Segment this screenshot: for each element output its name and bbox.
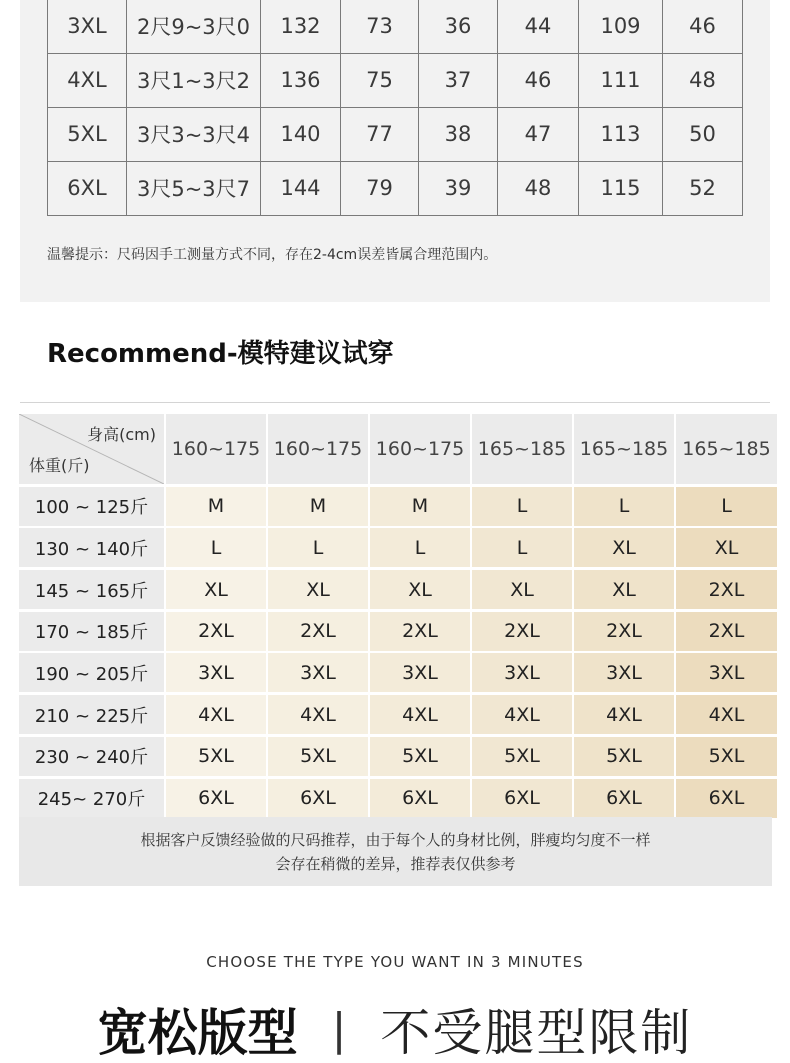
height-range-header: 165~185 <box>574 414 674 484</box>
weight-range-label: 245~ 270斤 <box>19 779 164 818</box>
recommended-size-cell: 3XL <box>574 653 674 692</box>
recommended-size-cell: 2XL <box>472 612 572 651</box>
recommended-size-cell: 5XL <box>472 737 572 776</box>
recommend-note <box>19 817 772 886</box>
size-value-cell: 39 <box>419 161 498 215</box>
weight-range-label: 145 ~ 165斤 <box>19 570 164 609</box>
recommended-size-cell: 5XL <box>370 737 470 776</box>
size-value-cell: 48 <box>498 161 579 215</box>
recommended-size-cell: 6XL <box>472 779 572 818</box>
size-value-cell: 52 <box>663 161 743 215</box>
section-divider <box>20 402 770 403</box>
size-value-cell: 132 <box>261 0 341 53</box>
recommended-size-cell: 5XL <box>166 737 266 776</box>
banner-bold-text: 宽松版型 <box>97 1004 298 1062</box>
size-value-cell: 46 <box>663 0 743 53</box>
recommended-size-cell: XL <box>268 570 368 609</box>
size-value-cell: 115 <box>579 161 663 215</box>
height-range-header: 160~175 <box>370 414 470 484</box>
recommended-size-cell: 6XL <box>370 779 470 818</box>
height-range-header: 165~185 <box>676 414 777 484</box>
recommended-size-cell: 5XL <box>676 737 777 776</box>
size-value-cell: 77 <box>341 107 419 161</box>
recommended-size-cell: M <box>268 487 368 526</box>
size-value-cell: 47 <box>498 107 579 161</box>
recommended-size-cell: L <box>472 528 572 567</box>
size-value-cell: 111 <box>579 53 663 107</box>
size-label-cell: 5XL <box>48 107 127 161</box>
height-range-header: 165~185 <box>472 414 572 484</box>
size-value-cell: 48 <box>663 53 743 107</box>
recommended-size-cell: 2XL <box>574 612 674 651</box>
banner-light-text: 不受腿型限制 <box>380 1004 693 1062</box>
recommended-size-cell: 4XL <box>472 695 572 734</box>
recommended-size-cell: 4XL <box>166 695 266 734</box>
banner-separator: | <box>331 1003 347 1055</box>
recommended-size-cell: 3XL <box>676 653 777 692</box>
height-range-header: 160~175 <box>166 414 266 484</box>
height-range-header: 160~175 <box>268 414 368 484</box>
recommend-note-line-1: 根据客户反馈经验做的尺码推荐，由于每个人的身材比例，胖瘦均匀度不一样 <box>140 830 651 849</box>
recommended-size-cell: L <box>574 487 674 526</box>
size-value-cell: 73 <box>341 0 419 53</box>
recommended-size-cell: XL <box>472 570 572 609</box>
size-value-cell: 37 <box>419 53 498 107</box>
size-row <box>48 53 743 107</box>
recommend-table <box>19 414 772 818</box>
recommended-size-cell: 2XL <box>676 612 777 651</box>
size-value-cell: 144 <box>261 161 341 215</box>
size-value-cell: 79 <box>341 161 419 215</box>
recommended-size-cell: 4XL <box>370 695 470 734</box>
size-tolerance-note: 温馨提示：尺码因手工测量方式不同，存在2-4cm误差皆属合理范围内。 <box>47 247 498 263</box>
recommended-size-cell: 3XL <box>472 653 572 692</box>
recommended-size-cell: 6XL <box>676 779 777 818</box>
weight-range-label: 130 ~ 140斤 <box>19 528 164 567</box>
recommended-size-cell: 3XL <box>166 653 266 692</box>
recommend-note-line-2: 会存在稍微的差异，推荐表仅供参考 <box>275 854 516 873</box>
size-value-cell: 38 <box>419 107 498 161</box>
size-value-cell: 2尺9~3尺0 <box>127 0 261 53</box>
recommended-size-cell: 6XL <box>268 779 368 818</box>
size-row <box>48 161 743 215</box>
size-chart-section <box>20 0 770 302</box>
recommended-size-cell: XL <box>574 570 674 609</box>
recommended-size-cell: L <box>676 487 777 526</box>
weight-range-label: 170 ~ 185斤 <box>19 612 164 651</box>
recommended-size-cell: XL <box>166 570 266 609</box>
recommended-size-cell: 4XL <box>676 695 777 734</box>
recommended-size-cell: 4XL <box>268 695 368 734</box>
weight-range-label: 210 ~ 225斤 <box>19 695 164 734</box>
size-value-cell: 50 <box>663 107 743 161</box>
size-value-cell: 3尺3~3尺4 <box>127 107 261 161</box>
size-value-cell: 3尺1~3尺2 <box>127 53 261 107</box>
recommended-size-cell: 5XL <box>268 737 368 776</box>
recommended-size-cell: 2XL <box>268 612 368 651</box>
weight-axis-label: 体重(斤) <box>29 456 90 475</box>
recommended-size-cell: L <box>268 528 368 567</box>
recommended-size-cell: 3XL <box>268 653 368 692</box>
size-label-cell: 3XL <box>48 0 127 53</box>
recommended-size-cell: XL <box>574 528 674 567</box>
recommended-size-cell: 6XL <box>166 779 266 818</box>
choose-tagline: CHOOSE THE TYPE YOU WANT IN 3 MINUTES <box>206 953 584 971</box>
size-value-cell: 36 <box>419 0 498 53</box>
recommend-title: Recommend-模特建议试穿 <box>47 339 394 369</box>
recommended-size-cell: 5XL <box>574 737 674 776</box>
size-row <box>48 0 743 53</box>
weight-range-label: 230 ~ 240斤 <box>19 737 164 776</box>
recommended-size-cell: L <box>166 528 266 567</box>
size-value-cell: 3尺5~3尺7 <box>127 161 261 215</box>
size-value-cell: 44 <box>498 0 579 53</box>
recommended-size-cell: L <box>370 528 470 567</box>
size-value-cell: 109 <box>579 0 663 53</box>
recommended-size-cell: M <box>370 487 470 526</box>
size-row <box>48 107 743 161</box>
size-value-cell: 113 <box>579 107 663 161</box>
weight-range-label: 190 ~ 205斤 <box>19 653 164 692</box>
size-label-cell: 6XL <box>48 161 127 215</box>
recommended-size-cell: XL <box>676 528 777 567</box>
recommended-size-cell: 2XL <box>676 570 777 609</box>
recommended-size-cell: M <box>166 487 266 526</box>
recommended-size-cell: 3XL <box>370 653 470 692</box>
recommended-size-cell: XL <box>370 570 470 609</box>
size-value-cell: 140 <box>261 107 341 161</box>
recommended-size-cell: 2XL <box>166 612 266 651</box>
recommended-size-cell: 4XL <box>574 695 674 734</box>
corner-header <box>19 414 164 484</box>
recommended-size-cell: 2XL <box>370 612 470 651</box>
size-value-cell: 46 <box>498 53 579 107</box>
size-chart-table <box>47 0 743 216</box>
height-axis-label: 身高(cm) <box>87 425 156 444</box>
recommended-size-cell: 6XL <box>574 779 674 818</box>
weight-range-label: 100 ~ 125斤 <box>19 487 164 526</box>
fit-banner <box>0 995 790 1063</box>
recommended-size-cell: L <box>472 487 572 526</box>
size-value-cell: 75 <box>341 53 419 107</box>
size-value-cell: 136 <box>261 53 341 107</box>
size-label-cell: 4XL <box>48 53 127 107</box>
